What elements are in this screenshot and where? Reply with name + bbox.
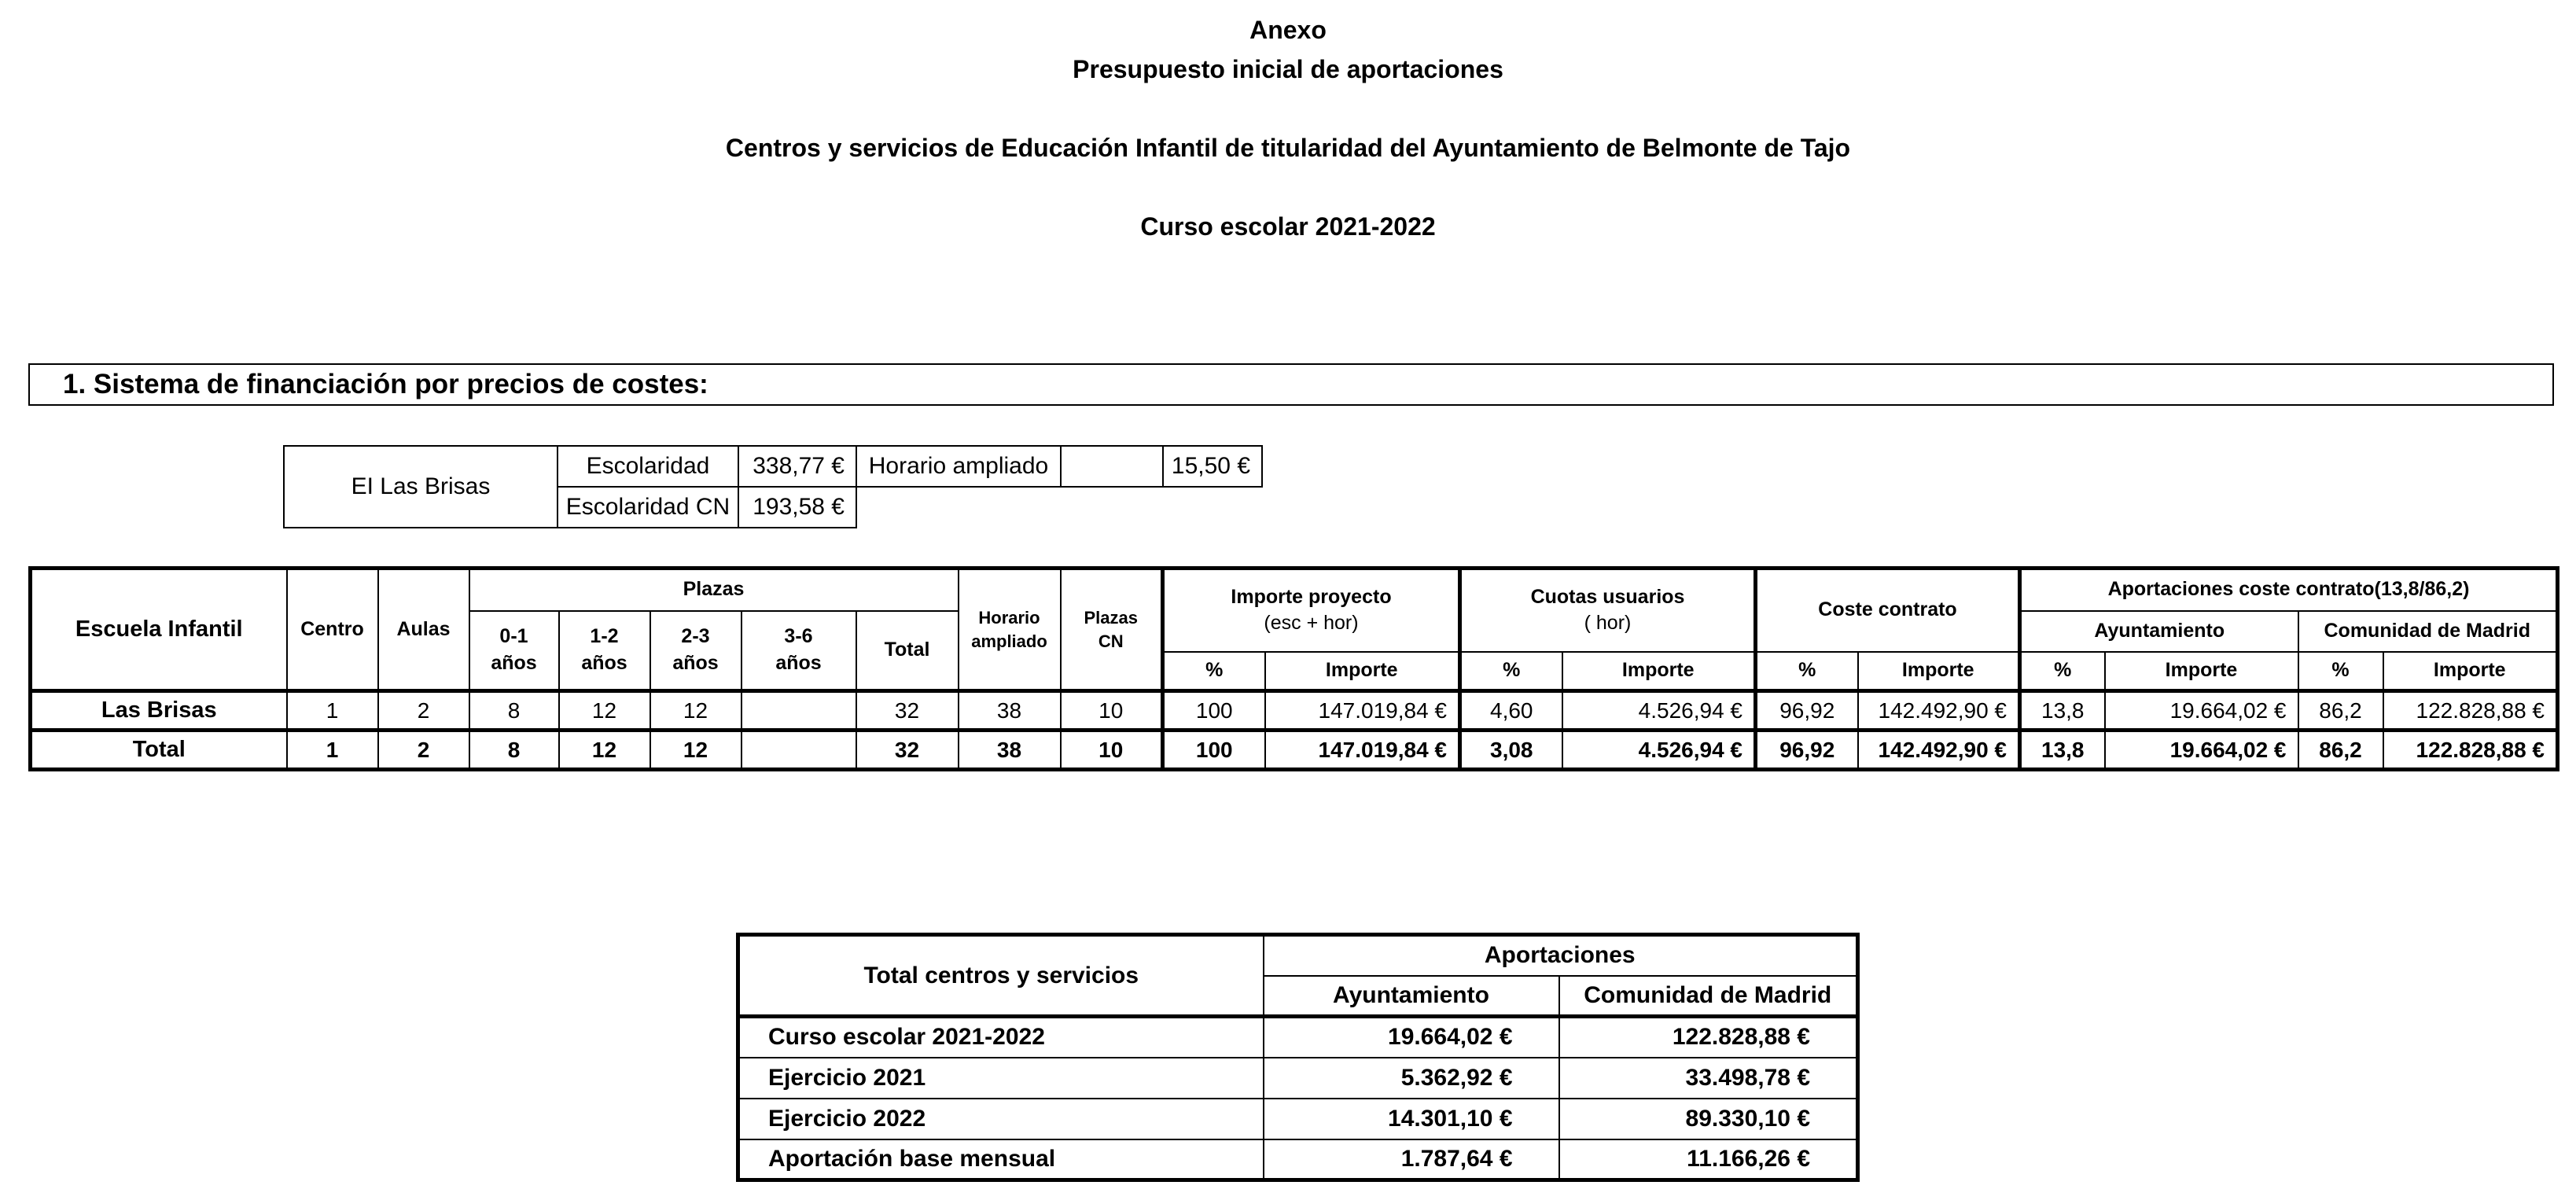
p01-line2: años xyxy=(491,651,537,674)
doc-school-year: Curso escolar 2021-2022 xyxy=(1140,212,1436,241)
row-ayto-imp: 19.664,02 € xyxy=(2105,691,2298,731)
row-aulas: 2 xyxy=(378,691,469,731)
row-cuot-imp: 4.526,94 € xyxy=(1562,691,1756,731)
total-proy-imp: 147.019,84 € xyxy=(1265,731,1460,770)
horario-line1: Horario xyxy=(978,607,1040,628)
col-plazas: Plazas xyxy=(469,569,959,611)
cuotas-line1: Cuotas usuarios xyxy=(1530,585,1685,608)
row-proy-imp: 147.019,84 € xyxy=(1265,691,1460,731)
total-cuot-pct: 3,08 xyxy=(1460,731,1562,770)
horario-ampliado-blank xyxy=(1061,446,1163,487)
escolaridad-cn-label: Escolaridad CN xyxy=(558,487,738,528)
summary-row-cam: 122.828,88 € xyxy=(1559,1017,1858,1058)
total-ayto-pct: 13,8 xyxy=(2020,731,2105,770)
main-table xyxy=(28,566,2559,771)
table-row xyxy=(738,1058,1858,1099)
row-centro: 1 xyxy=(287,691,378,731)
p01-line1: 0-1 xyxy=(499,625,528,647)
col-ayto-importe: Importe xyxy=(2105,652,2298,691)
row-ayto-pct: 13,8 xyxy=(2020,691,2105,731)
p36-line1: 3-6 xyxy=(784,625,813,647)
importe-proyecto-line1: Importe proyecto xyxy=(1231,585,1392,608)
col-3-6-anos xyxy=(742,611,856,691)
col-escuela-infantil: Escuela Infantil xyxy=(31,569,287,691)
col-cam-importe: Importe xyxy=(2383,652,2558,691)
price-center-name: EI Las Brisas xyxy=(284,446,558,528)
row-p23: 12 xyxy=(650,691,742,731)
col-coste-pct: % xyxy=(1756,652,1858,691)
col-aportaciones: Aportaciones coste contrato(13,8/86,2) xyxy=(2020,569,2558,611)
row-p01: 8 xyxy=(469,691,559,731)
table-row xyxy=(738,1099,1858,1139)
summary-row-cam: 89.330,10 € xyxy=(1559,1099,1858,1139)
plazas-cn-line1: Plazas xyxy=(1084,607,1138,628)
row-p36 xyxy=(742,691,856,731)
col-2-3-anos xyxy=(650,611,742,691)
col-centro: Centro xyxy=(287,569,378,691)
total-centro: 1 xyxy=(287,731,378,770)
total-aulas: 2 xyxy=(378,731,469,770)
total-p01: 8 xyxy=(469,731,559,770)
summary-col-comunidad: Comunidad de Madrid xyxy=(1559,976,1858,1017)
col-proyecto-importe: Importe xyxy=(1265,652,1460,691)
doc-annex-title: Anexo xyxy=(1249,16,1327,44)
row-horario: 38 xyxy=(959,691,1061,731)
summary-table xyxy=(736,933,1860,1182)
row-cam-imp: 122.828,88 € xyxy=(2383,691,2558,731)
p12-line2: años xyxy=(581,651,627,674)
col-1-2-anos xyxy=(559,611,650,691)
doc-subtitle: Centros y servicios de Educación Infantil de titularidad del Ayuntamiento de Belmonte de Tajo xyxy=(725,134,1851,162)
total-total: 32 xyxy=(856,731,959,770)
col-aulas: Aulas xyxy=(378,569,469,691)
row-name: Las Brisas xyxy=(31,691,287,731)
total-proy-pct: 100 xyxy=(1163,731,1265,770)
total-cost-imp: 142.492,90 € xyxy=(1858,731,2020,770)
summary-row-ayto: 1.787,64 € xyxy=(1264,1139,1559,1180)
row-cost-imp: 142.492,90 € xyxy=(1858,691,2020,731)
p23-line1: 2-3 xyxy=(681,625,710,647)
row-cost-pct: 96,92 xyxy=(1756,691,1858,731)
summary-row-ayto: 5.362,92 € xyxy=(1264,1058,1559,1099)
total-p36 xyxy=(742,731,856,770)
summary-row-cam: 11.166,26 € xyxy=(1559,1139,1858,1180)
col-0-1-anos xyxy=(469,611,559,691)
p36-line2: años xyxy=(775,651,822,674)
col-coste-contrato: Coste contrato xyxy=(1756,569,2020,652)
escolaridad-cn-value: 193,58 € xyxy=(738,487,856,528)
escolaridad-value: 338,77 € xyxy=(738,446,856,487)
total-cam-pct: 86,2 xyxy=(2298,731,2383,770)
doc-title: Presupuesto inicial de aportaciones xyxy=(1073,55,1503,83)
summary-row-cam: 33.498,78 € xyxy=(1559,1058,1858,1099)
col-coste-importe: Importe xyxy=(1858,652,2020,691)
horario-ampliado-label: Horario ampliado xyxy=(856,446,1061,487)
col-comunidad-madrid: Comunidad de Madrid xyxy=(2298,611,2558,652)
horario-line2: ampliado xyxy=(971,631,1047,651)
plazas-cn-line2: CN xyxy=(1098,631,1124,651)
price-table xyxy=(283,445,1263,528)
total-ayto-imp: 19.664,02 € xyxy=(2105,731,2298,770)
row-cuot-pct: 4,60 xyxy=(1460,691,1562,731)
table-row-total xyxy=(31,731,2558,770)
total-cuot-imp: 4.526,94 € xyxy=(1562,731,1756,770)
table-row xyxy=(738,1017,1858,1058)
importe-proyecto-line2: (esc + hor) xyxy=(1264,612,1359,635)
col-plazas-cn xyxy=(1061,569,1163,691)
p12-line1: 1-2 xyxy=(590,625,619,647)
summary-row-label: Ejercicio 2022 xyxy=(738,1099,1264,1139)
col-cam-pct: % xyxy=(2298,652,2383,691)
col-importe-proyecto xyxy=(1163,569,1460,652)
section-1-title: 1. Sistema de financiación por precios de costes: xyxy=(28,363,2554,406)
row-p12: 12 xyxy=(559,691,650,731)
summary-row-label: Aportación base mensual xyxy=(738,1139,1264,1180)
row-cam-pct: 86,2 xyxy=(2298,691,2383,731)
row-total: 32 xyxy=(856,691,959,731)
summary-aportaciones: Aportaciones xyxy=(1264,935,1858,976)
total-horario: 38 xyxy=(959,731,1061,770)
table-row xyxy=(738,1139,1858,1180)
col-ayto-pct: % xyxy=(2020,652,2105,691)
price-empty-space xyxy=(856,487,1262,528)
total-name: Total xyxy=(31,731,287,770)
summary-row-label: Ejercicio 2021 xyxy=(738,1058,1264,1099)
cuotas-line2: ( hor) xyxy=(1584,612,1632,635)
total-p23: 12 xyxy=(650,731,742,770)
total-cost-pct: 96,92 xyxy=(1756,731,1858,770)
total-p12: 12 xyxy=(559,731,650,770)
summary-row-label: Curso escolar 2021-2022 xyxy=(738,1017,1264,1058)
col-ayuntamiento: Ayuntamiento xyxy=(2020,611,2298,652)
row-proy-pct: 100 xyxy=(1163,691,1265,731)
summary-col-ayuntamiento: Ayuntamiento xyxy=(1264,976,1559,1017)
col-horario-ampliado xyxy=(959,569,1061,691)
table-row xyxy=(31,691,2558,731)
col-cuotas-usuarios xyxy=(1460,569,1756,652)
col-proyecto-pct: % xyxy=(1163,652,1265,691)
summary-row-ayto: 19.664,02 € xyxy=(1264,1017,1559,1058)
row-plazas-cn: 10 xyxy=(1061,691,1163,731)
total-plazas-cn: 10 xyxy=(1061,731,1163,770)
escolaridad-label: Escolaridad xyxy=(558,446,738,487)
col-plazas-total: Total xyxy=(856,611,959,691)
summary-title: Total centros y servicios xyxy=(738,935,1264,1017)
p23-line2: años xyxy=(672,651,719,674)
col-cuotas-importe: Importe xyxy=(1562,652,1756,691)
summary-row-ayto: 14.301,10 € xyxy=(1264,1099,1559,1139)
horario-ampliado-value: 15,50 € xyxy=(1163,446,1262,487)
col-cuotas-pct: % xyxy=(1460,652,1562,691)
total-cam-imp: 122.828,88 € xyxy=(2383,731,2558,770)
